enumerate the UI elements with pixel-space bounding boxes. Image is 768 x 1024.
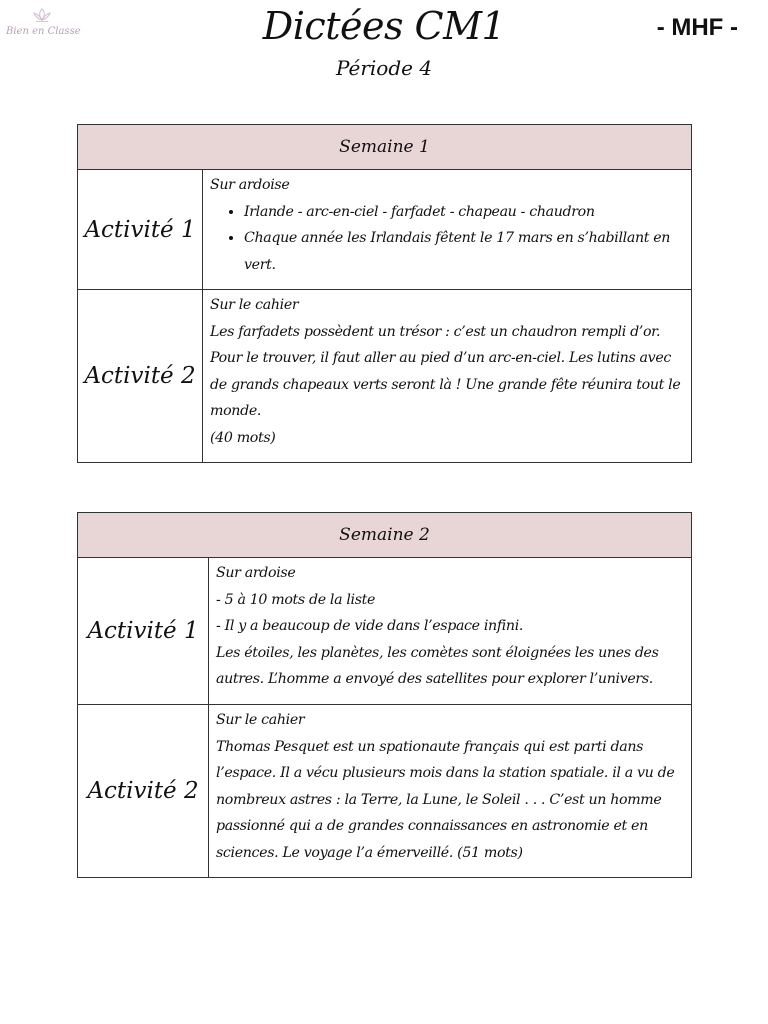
week-1-activity-2-count: (40 mots) — [210, 429, 276, 446]
week-2-activity-1-text: Les étoiles, les planètes, les comètes sont éloignées les unes des autres. L’homme a envoyé des satellites pour explorer l’univers. — [216, 644, 659, 687]
week-1-activity-1-list — [210, 199, 685, 279]
week-1-activity-1-label: Activité 1 — [78, 170, 203, 290]
week-1-activity-2-row — [78, 290, 692, 463]
page-title: Dictées CM1 — [262, 4, 506, 48]
document-code: - MHF - — [656, 14, 738, 41]
week-2-activity-1-row — [78, 558, 692, 705]
list-item: • Chaque année les Irlandais fêtent le 17 mars en s’habillant en vert. — [244, 225, 685, 278]
week-2-title: Semaine 2 — [78, 513, 692, 558]
week-1-activity-1-support: Sur ardoise — [210, 177, 290, 193]
week-1-activity-1-row — [78, 170, 692, 290]
week-2-activity-1-line-1: - 5 à 10 mots de la liste — [216, 591, 376, 608]
period-subtitle: Période 4 — [335, 56, 433, 80]
week-2-activity-1-content — [209, 558, 692, 705]
week-1-activity-2-content — [203, 290, 692, 463]
week-2-activity-1-line-2: - Il y a beaucoup de vide dans l’espace infini. — [216, 618, 524, 634]
week-2-activity-2-row — [78, 705, 692, 878]
week-1-activity-2-label: Activité 2 — [78, 290, 203, 463]
list-item: • Irlande - arc-en-ciel - farfadet - chapeau - chaudron — [244, 199, 685, 226]
week-2-activity-2-text: Thomas Pesquet est un spationaute français qui est parti dans l’espace. Il a vécu plusieurs mois dans la station spatiale. il a vu de nombreux astres : la Terre, la Lune, le Soleil . . . C’est un homme passionné qui a de grandes connaissances en astronomie et en sciences. Le voyage l’a émerveillé. (51 mots) — [216, 738, 675, 861]
week-1-activity-1-content — [203, 170, 692, 290]
logo-text: Bien en Classe — [6, 26, 81, 37]
week-2-activity-1-label: Activité 1 — [78, 558, 209, 705]
week-2-activity-1-support: Sur ardoise — [216, 565, 296, 581]
week-1-activity-2-support: Sur le cahier — [210, 297, 299, 313]
week-1-title: Semaine 1 — [78, 125, 692, 170]
week-1-activity-2-text: Les farfadets possèdent un trésor : c’est un chaudron rempli d’or. Pour le trouver, il faut aller au pied d’un arc-en-ciel. Les lutins avec de grands chapeaux verts seront là ! Une grande fête réunira tout le monde. — [210, 323, 681, 419]
week-1-table — [77, 124, 692, 463]
week-2-activity-2-support: Sur le cahier — [216, 712, 305, 728]
week-2-activity-2-label: Activité 2 — [78, 705, 209, 878]
week-2-table — [77, 512, 692, 878]
week-2-activity-2-content — [209, 705, 692, 878]
